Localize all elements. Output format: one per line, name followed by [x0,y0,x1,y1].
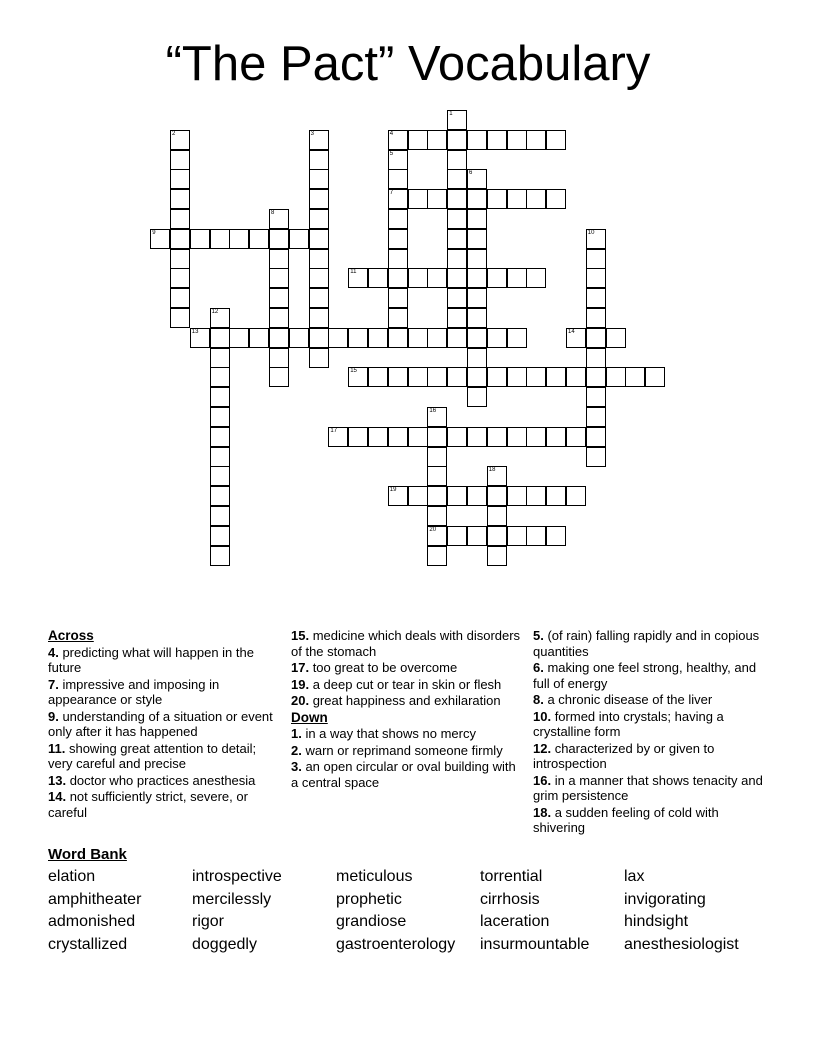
clue-text: a deep cut or tear in skin or flesh [309,676,502,692]
grid-cell[interactable] [427,427,447,447]
grid-cell[interactable] [566,328,586,348]
grid-cell[interactable] [487,466,507,486]
grid-cell[interactable] [427,130,447,150]
grid-cell[interactable] [526,130,546,150]
clue-text: a sudden feeling of cold with shivering [533,804,719,835]
grid-cell[interactable] [388,169,408,189]
grid-cell[interactable] [210,387,230,407]
grid-cell[interactable] [269,229,289,249]
grid-cell[interactable] [447,130,467,150]
grid-cell[interactable] [467,229,487,249]
clue-number: 18 [488,467,496,474]
grid-cell[interactable] [447,268,467,288]
clue-text: in a manner that shows tenacity and grim persistence [533,772,763,803]
grid-cell[interactable] [447,249,467,269]
word-bank-item: elation [48,868,96,885]
grid-cell[interactable] [447,288,467,308]
grid-cell[interactable] [586,288,606,308]
clue-number: 17 [330,427,338,434]
clue-number-label: 5. [533,628,544,643]
grid-cell[interactable] [249,328,269,348]
grid-cell[interactable] [190,328,210,348]
clue-text: great happiness and exhilaration [309,693,501,708]
word-bank-item: meticulous [336,868,413,885]
clue-text: understanding of a situation or event only after it has happened [48,708,273,739]
grid-cell[interactable] [309,209,329,229]
grid-cell[interactable] [210,486,230,506]
grid-cell[interactable] [487,526,507,546]
grid-cell[interactable] [566,427,586,447]
grid-cell[interactable] [388,308,408,328]
clue-number-label: 12. [533,740,552,756]
grid-cell[interactable] [408,427,428,447]
word-bank-item: laceration [480,913,550,930]
clue-text: in a way that shows no mercy [301,726,476,741]
grid-cell[interactable] [467,189,487,209]
clue-number: 8 [271,210,275,216]
grid-cell[interactable] [170,288,190,308]
grid-cell[interactable] [210,447,230,467]
across-clue [48,741,280,772]
grid-cell[interactable] [210,328,230,348]
clue-number: 19 [389,487,397,494]
grid-cell[interactable] [487,546,507,566]
grid-cell[interactable] [210,427,230,447]
grid-cell[interactable] [427,407,447,427]
clue-text: impressive and imposing in appearance or style [48,676,220,707]
clue-number-label: 18. [533,804,552,820]
grid-cell[interactable] [348,367,368,387]
grid-cell[interactable] [249,229,269,249]
grid-cell[interactable] [467,249,487,269]
grid-cell[interactable] [368,268,388,288]
grid-cell[interactable] [388,130,408,150]
grid-cell[interactable] [546,427,566,447]
grid-cell[interactable] [210,407,230,427]
clue-text: characterized by or given to introspection [533,740,715,771]
grid-cell[interactable] [269,268,289,288]
grid-cell[interactable] [427,447,447,467]
grid-cell[interactable] [388,268,408,288]
grid-cell[interactable] [586,249,606,269]
grid-cell[interactable] [526,367,546,387]
grid-cell[interactable] [269,209,289,229]
grid-cell[interactable] [507,328,527,348]
grid-cell[interactable] [170,308,190,328]
grid-cell[interactable] [467,130,487,150]
grid-cell[interactable] [408,268,428,288]
grid-cell[interactable] [388,427,408,447]
grid-cell[interactable] [467,348,487,368]
word-bank-item: prophetic [336,890,402,908]
clue-text: medicine which deals with disorders of the stomach [291,628,521,659]
clue-number-label: 15. [291,628,310,643]
clue-text: formed into crystals; having a crystalline form [533,708,724,739]
grid-cell[interactable] [625,367,645,387]
word-bank-item: hindsight [624,913,689,930]
down-clue [533,741,765,772]
grid-cell[interactable] [447,328,467,348]
word-bank-item: doggedly [192,935,257,953]
grid-cell[interactable] [526,427,546,447]
clue-text: an open circular or oval building with a central space [291,759,516,790]
grid-cell[interactable] [427,526,447,546]
word-bank-item: anesthesiologist [624,935,739,953]
grid-cell[interactable] [467,209,487,229]
down-clue [533,709,765,740]
grid-cell[interactable] [170,169,190,189]
grid-cell[interactable] [170,249,190,269]
down-clue [533,628,765,659]
word-bank-item: mercilessly [192,890,272,908]
clue-number-label: 6. [533,660,544,675]
grid-cell[interactable] [467,328,487,348]
word-bank-item: amphitheater [48,890,142,908]
grid-cell[interactable] [348,328,368,348]
grid-cell[interactable] [408,130,428,150]
clue-number-label: 9. [48,708,59,724]
clue-number-label: 2. [291,742,302,758]
grid-cell[interactable] [447,526,467,546]
grid-cell[interactable] [427,328,447,348]
clue-number: 16 [429,408,437,414]
grid-cell[interactable] [507,367,527,387]
grid-cell[interactable] [427,189,447,209]
grid-cell[interactable] [487,189,507,209]
grid-cell[interactable] [507,268,527,288]
grid-cell[interactable] [309,130,329,150]
grid-cell[interactable] [328,427,348,447]
grid-cell[interactable] [408,328,428,348]
clue-number-label: 10. [533,708,552,724]
grid-cell[interactable] [586,308,606,328]
grid-cell[interactable] [388,486,408,506]
clue-number: 3 [310,130,314,137]
word-bank-item: torrential [480,868,543,885]
grid-cell[interactable] [309,189,329,209]
word-bank-item: insurmountable [480,935,590,953]
grid-cell[interactable] [328,328,348,348]
across-clue [48,773,280,789]
clue-number-label: 8. [533,692,544,707]
clue-text: (of rain) falling rapidly and in copious quantities [533,628,760,659]
word-bank-item: gastroenterology [336,935,456,953]
grid-cell[interactable] [447,189,467,209]
clue-number: 11 [350,269,357,276]
grid-cell[interactable] [388,150,408,170]
down-heading: Down [291,709,328,725]
grid-cell[interactable] [447,169,467,189]
grid-cell[interactable] [427,486,447,506]
grid-cell[interactable] [586,427,606,447]
grid-cell[interactable] [487,506,507,526]
down-clue [291,743,523,759]
grid-cell[interactable] [309,288,329,308]
clue-number-label: 11. [48,740,66,756]
grid-cell[interactable] [447,308,467,328]
grid-cell[interactable] [210,506,230,526]
grid-cell[interactable] [467,526,487,546]
across-clue [291,677,523,693]
grid-cell[interactable] [487,427,507,447]
grid-cell[interactable] [467,486,487,506]
grid-cell[interactable] [210,526,230,546]
grid-cell[interactable] [546,526,566,546]
grid-cell[interactable] [507,189,527,209]
grid-cell[interactable] [526,526,546,546]
clue-text: making one feel strong, healthy, and full of energy [533,660,757,691]
grid-cell[interactable] [309,328,329,348]
clue-column-3 [533,628,765,837]
clue-number-label: 17. [291,660,310,675]
grid-cell[interactable] [309,249,329,269]
grid-cell[interactable] [170,150,190,170]
grid-cell[interactable] [269,308,289,328]
grid-cell[interactable] [586,387,606,407]
clue-number: 1 [449,111,453,117]
clue-text: predicting what will happen in the future [48,644,254,675]
grid-cell[interactable] [586,229,606,249]
grid-cell[interactable] [586,268,606,288]
clue-number-label: 20. [291,693,310,708]
grid-cell[interactable] [309,348,329,368]
grid-cell[interactable] [447,110,467,130]
grid-cell[interactable] [309,308,329,328]
clue-number: 6 [469,170,473,177]
grid-cell[interactable] [507,486,527,506]
grid-cell[interactable] [487,367,507,387]
clue-number: 9 [152,229,156,236]
grid-cell[interactable] [487,328,507,348]
grid-cell[interactable] [447,367,467,387]
grid-cell[interactable] [447,150,467,170]
grid-cell[interactable] [507,526,527,546]
word-bank-item: crystallized [48,935,128,953]
grid-cell[interactable] [467,268,487,288]
clue-number-label: 1. [291,726,302,741]
grid-cell[interactable] [170,209,190,229]
clue-number: 2 [172,130,176,137]
grid-cell[interactable] [210,348,230,368]
grid-cell[interactable] [467,427,487,447]
grid-cell[interactable] [289,229,309,249]
clue-number: 14 [568,328,575,335]
grid-cell[interactable] [586,367,606,387]
clue-text: a chronic disease of the liver [543,692,713,707]
grid-cell[interactable] [388,367,408,387]
across-clue [291,628,523,659]
grid-cell[interactable] [229,328,249,348]
clue-number: 13 [191,328,199,335]
down-clue [291,759,523,790]
clue-number: 10 [587,229,595,236]
grid-cell[interactable] [408,189,428,209]
grid-cell[interactable] [526,486,546,506]
across-clue [48,677,280,708]
grid-cell[interactable] [526,189,546,209]
grid-cell[interactable] [269,328,289,348]
down-clue [533,805,765,836]
grid-cell[interactable] [269,348,289,368]
grid-cell[interactable] [487,486,507,506]
grid-cell[interactable] [586,447,606,467]
across-heading: Across [48,628,94,643]
word-bank-item: introspective [192,868,282,885]
down-clue [533,660,765,691]
clue-text: too great to be overcome [309,660,458,675]
grid-cell[interactable] [388,189,408,209]
word-bank-item: invigorating [624,890,706,908]
clue-number-label: 3. [291,759,302,774]
grid-cell[interactable] [309,150,329,170]
grid-cell[interactable] [566,486,586,506]
grid-cell[interactable] [170,229,190,249]
grid-cell[interactable] [348,427,368,447]
clue-number: 7 [389,190,394,197]
grid-cell[interactable] [507,130,527,150]
grid-cell[interactable] [467,308,487,328]
word-bank-item: grandiose [336,913,407,930]
grid-cell[interactable] [447,427,467,447]
grid-cell[interactable] [388,209,408,229]
clue-number: 4 [389,130,394,137]
grid-cell[interactable] [210,308,230,328]
grid-cell[interactable] [427,466,447,486]
grid-cell[interactable] [566,367,586,387]
grid-cell[interactable] [269,249,289,269]
clue-number-label: 13. [48,772,67,788]
grid-cell[interactable] [526,268,546,288]
word-bank-item: cirrhosis [480,890,540,908]
grid-cell[interactable] [269,367,289,387]
grid-cell[interactable] [467,169,487,189]
clue-column-2 [291,628,523,791]
word-bank-heading: Word Bank [48,846,127,863]
grid-cell[interactable] [170,268,190,288]
clue-number-label: 7. [48,676,59,692]
grid-cell[interactable] [427,367,447,387]
grid-cell[interactable] [368,328,388,348]
grid-cell[interactable] [487,268,507,288]
grid-cell[interactable] [150,229,170,249]
across-clue [291,693,523,709]
grid-cell[interactable] [269,288,289,308]
grid-cell[interactable] [289,328,309,348]
grid-cell[interactable] [586,348,606,368]
grid-cell[interactable] [388,328,408,348]
grid-cell[interactable] [388,288,408,308]
grid-cell[interactable] [210,546,230,566]
grid-cell[interactable] [190,229,210,249]
grid-cell[interactable] [586,328,606,348]
grid-cell[interactable] [546,189,566,209]
grid-cell[interactable] [170,130,190,150]
grid-cell[interactable] [645,367,665,387]
clue-number: 5 [389,150,394,157]
grid-cell[interactable] [309,268,329,288]
grid-cell[interactable] [210,229,230,249]
page-title: “The Pact” Vocabulary [165,37,651,91]
across-clue [48,709,280,740]
grid-cell[interactable] [507,427,527,447]
clue-number: 20 [429,526,437,533]
clue-number-label: 4. [48,644,59,660]
grid-cell[interactable] [388,229,408,249]
grid-cell[interactable] [467,288,487,308]
grid-cell[interactable] [348,268,368,288]
grid-cell[interactable] [210,367,230,387]
word-bank-item: lax [624,868,645,885]
word-bank-item: rigor [192,913,225,930]
across-clue [48,789,280,820]
clue-number-label: 16. [533,772,552,788]
grid-cell[interactable] [546,367,566,387]
grid-cell[interactable] [427,546,447,566]
clue-number: 12 [211,309,219,315]
grid-cell[interactable] [586,407,606,427]
grid-cell[interactable] [368,367,388,387]
down-clue [533,692,765,708]
clue-text: showing great attention to detail; very careful and precise [48,740,257,771]
grid-cell[interactable] [170,189,190,209]
grid-cell[interactable] [447,229,467,249]
grid-cell[interactable] [467,367,487,387]
across-clue [291,660,523,676]
grid-cell[interactable] [606,328,626,348]
clue-text: warn or reprimand someone firmly [301,742,503,758]
grid-cell[interactable] [606,367,626,387]
word-bank-item: admonished [48,913,136,930]
grid-cell[interactable] [427,268,447,288]
grid-cell[interactable] [388,249,408,269]
clue-number-label: 14. [48,789,67,804]
grid-cell[interactable] [309,229,329,249]
grid-cell[interactable] [546,130,566,150]
grid-cell[interactable] [408,486,428,506]
grid-cell[interactable] [546,486,566,506]
clue-number: 15 [350,368,357,375]
grid-cell[interactable] [447,486,467,506]
across-clue [48,645,280,676]
down-clue [291,726,523,742]
grid-cell[interactable] [408,367,428,387]
down-clue [533,773,765,804]
grid-cell[interactable] [210,466,230,486]
clue-number-label: 19. [291,676,310,692]
grid-cell[interactable] [368,427,388,447]
grid-cell[interactable] [467,387,487,407]
grid-cell[interactable] [427,506,447,526]
grid-cell[interactable] [447,209,467,229]
clue-text: doctor who practices anesthesia [66,772,256,788]
clue-column-1 [48,628,280,821]
clue-text: not sufficiently strict, severe, or careful [48,789,248,820]
grid-cell[interactable] [487,130,507,150]
grid-cell[interactable] [309,169,329,189]
grid-cell[interactable] [229,229,249,249]
